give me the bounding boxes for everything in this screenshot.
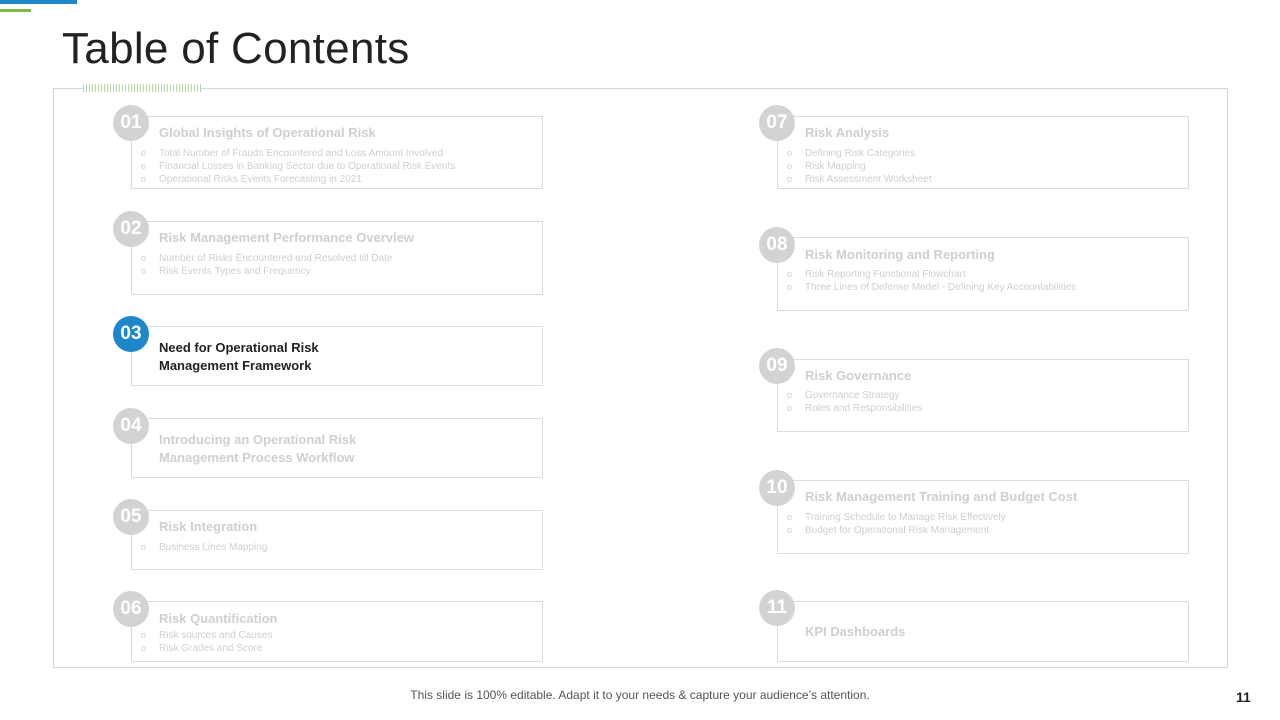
list-item xyxy=(777,389,922,402)
toc-bullets-05 xyxy=(131,541,267,554)
bullet-text: Risk sources and Causes xyxy=(159,630,273,641)
bullet-text: Governance Strategy xyxy=(805,390,900,401)
bullet-text: Number of Risks Encountered and Resolved till Date xyxy=(159,253,393,264)
bullet-text: Three Lines of Defense Model - Defining Key Accountabilities xyxy=(805,282,1077,293)
bullet-text: Risk Mapping xyxy=(805,161,866,172)
list-item xyxy=(777,524,1006,537)
list-item xyxy=(777,173,932,186)
list-item xyxy=(131,265,392,278)
bullet-icon: o xyxy=(141,542,147,552)
bullet-icon: o xyxy=(141,253,147,263)
bullet-text: Risk Events Types and Frequency xyxy=(159,266,311,277)
toc-number-badge-07: 07 xyxy=(759,105,795,141)
toc-number-badge-11: 11 xyxy=(759,590,795,626)
bullet-icon: o xyxy=(787,174,793,184)
toc-title-04-line2: Management Process Workflow xyxy=(159,450,355,465)
bullet-icon: o xyxy=(141,148,147,158)
bullet-text: Risk Reporting Functional Flowchart xyxy=(805,269,966,280)
page-title: Table of Contents xyxy=(62,24,410,73)
list-item xyxy=(131,147,455,160)
bullet-icon: o xyxy=(141,630,147,640)
bullet-text: Training Schedule to Manage Risk Effectively xyxy=(805,512,1006,523)
bullet-icon: o xyxy=(787,403,793,413)
toc-title-04-line1: Introducing an Operational Risk xyxy=(159,432,357,447)
toc-number-badge-03: 03 xyxy=(113,316,149,352)
toc-number-badge-05: 05 xyxy=(113,499,149,535)
list-item xyxy=(777,268,1076,281)
toc-bullets-10 xyxy=(777,511,1006,537)
bullet-icon: o xyxy=(787,512,793,522)
toc-number-badge-02: 02 xyxy=(113,211,149,247)
toc-bullets-06 xyxy=(131,629,272,655)
toc-title-03 xyxy=(159,339,319,375)
bullet-icon: o xyxy=(141,643,147,653)
list-item xyxy=(131,629,272,642)
toc-title-02: Risk Management Performance Overview xyxy=(159,230,415,245)
bullet-text: Roles and Responsibilities xyxy=(805,403,923,414)
bullet-icon: o xyxy=(787,148,793,158)
bullet-icon: o xyxy=(141,266,147,276)
bullet-icon: o xyxy=(787,282,793,292)
bullet-text: Financial Losses in Banking Sector due to Operational Risk Events xyxy=(159,161,456,172)
bullet-icon: o xyxy=(141,174,147,184)
toc-number-badge-08: 08 xyxy=(759,227,795,263)
toc-number-badge-04: 04 xyxy=(113,408,149,444)
toc-bullets-08 xyxy=(777,268,1076,294)
toc-title-10: Risk Management Training and Budget Cost xyxy=(805,489,1078,504)
toc-title-05: Risk Integration xyxy=(159,519,258,534)
toc-title-07: Risk Analysis xyxy=(805,125,890,140)
bullet-text: Business Lines Mapping xyxy=(159,542,268,553)
toc-title-09: Risk Governance xyxy=(805,368,912,383)
list-item xyxy=(131,160,455,173)
bullet-text: Risk Grades and Score xyxy=(159,643,263,654)
list-item xyxy=(777,511,1006,524)
bullet-icon: o xyxy=(787,390,793,400)
toc-title-11: KPI Dashboards xyxy=(805,624,906,639)
footer-text: This slide is 100% editable. Adapt it to your needs & capture your audience’s attention. xyxy=(410,688,870,702)
decorative-hatch xyxy=(83,84,201,92)
bullet-text: Risk Assessment Worksheet xyxy=(805,174,932,185)
toc-bullets-01 xyxy=(131,147,455,186)
toc-title-08: Risk Monitoring and Reporting xyxy=(805,247,995,262)
toc-title-06: Risk Quantification xyxy=(159,611,278,626)
bullet-icon: o xyxy=(787,525,793,535)
toc-number-badge-10: 10 xyxy=(759,470,795,506)
accent-bar-green xyxy=(0,9,31,12)
list-item xyxy=(777,402,922,415)
list-item xyxy=(777,281,1076,294)
toc-bullets-07 xyxy=(777,147,932,186)
list-item xyxy=(131,173,455,186)
toc-title-03-line1: Need for Operational Risk xyxy=(159,340,319,355)
toc-bullets-02 xyxy=(131,252,392,278)
list-item xyxy=(777,147,932,160)
toc-number-badge-01: 01 xyxy=(113,105,149,141)
toc-bullets-09 xyxy=(777,389,922,415)
bullet-icon: o xyxy=(787,269,793,279)
list-item xyxy=(131,252,392,265)
bullet-icon: o xyxy=(141,161,147,171)
bullet-text: Total Number of Frauds Encountered and Loss Amount Involved xyxy=(159,148,444,159)
list-item xyxy=(131,541,267,554)
bullet-text: Defining Risk Categories xyxy=(805,148,916,159)
accent-bar-blue xyxy=(0,0,77,4)
page-number: 11 xyxy=(1236,689,1251,705)
bullet-icon: o xyxy=(787,161,793,171)
toc-title-04 xyxy=(159,431,356,467)
bullet-text: Budget for Operational Risk Management xyxy=(805,525,989,536)
toc-title-01: Global Insights of Operational Risk xyxy=(159,125,376,140)
toc-number-badge-06: 06 xyxy=(113,591,149,627)
list-item xyxy=(777,160,932,173)
toc-title-03-line2: Management Framework xyxy=(159,358,312,373)
toc-number-badge-09: 09 xyxy=(759,348,795,384)
bullet-text: Operational Risks Events Forecasting in 2021 xyxy=(159,174,362,185)
list-item xyxy=(131,642,272,655)
